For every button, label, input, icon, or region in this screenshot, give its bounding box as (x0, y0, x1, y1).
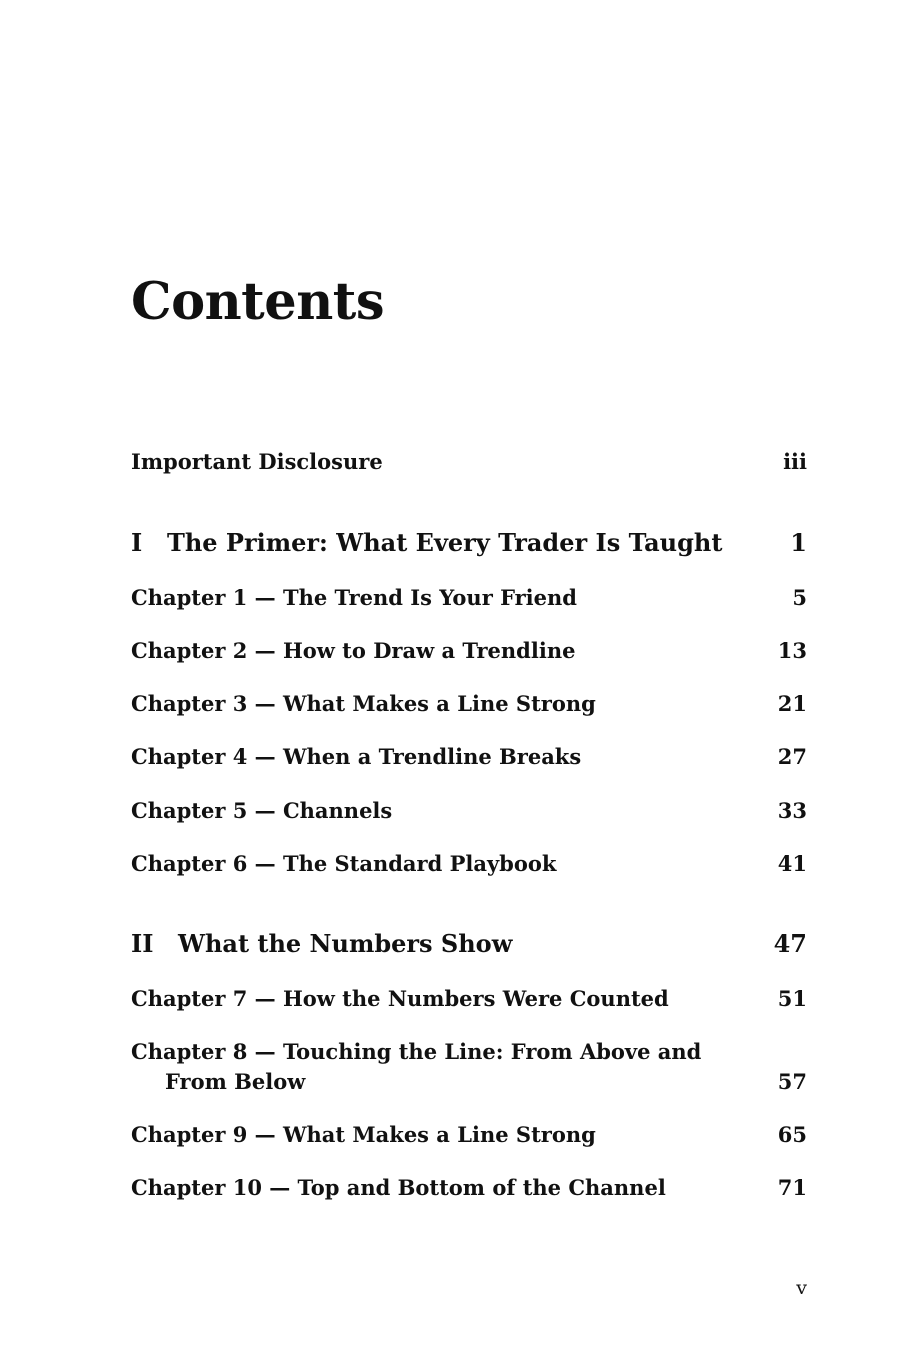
toc-entry-chapter-4[interactable] (131, 742, 807, 772)
toc-entry-page: 65 (777, 1122, 807, 1147)
toc-entry-page: 21 (777, 691, 807, 716)
toc-entry-title: Chapter 6 — The Standard Playbook (131, 851, 557, 876)
toc-entry-title: Important Disclosure (131, 449, 383, 474)
toc-entry-title: Chapter 1 — The Trend Is Your Friend (131, 585, 577, 610)
toc-entry-chapter-6[interactable] (131, 849, 807, 879)
toc-entry-page: 51 (777, 986, 807, 1011)
toc-entry-page: 57 (777, 1069, 807, 1094)
toc-part-label: I (131, 528, 143, 557)
toc-entry-chapter-7[interactable] (131, 984, 807, 1014)
toc-part-1[interactable] (131, 527, 807, 559)
toc-entry-page: 27 (777, 744, 807, 769)
toc-entry-page: 33 (777, 798, 807, 823)
toc-part-title (131, 928, 512, 960)
toc-entry-page: 71 (777, 1175, 807, 1200)
toc-entry-title: Chapter 10 — Top and Bottom of the Channel (131, 1175, 666, 1200)
toc-part-name: The Primer: What Every Trader Is Taught (167, 528, 723, 557)
toc-entry-title: Chapter 3 — What Makes a Line Strong (131, 691, 596, 716)
page-title: Contents (131, 272, 385, 332)
toc-part-2[interactable] (131, 928, 807, 960)
toc-part-label: II (131, 929, 154, 958)
toc-entry-title: Chapter 5 — Channels (131, 798, 393, 823)
toc-entry-page: iii (783, 449, 807, 474)
toc-part-name: What the Numbers Show (178, 929, 513, 958)
toc-entry-page: 41 (777, 851, 807, 876)
toc-entry-title-line-1: Chapter 8 — Touching the Line: From Above and (131, 1039, 702, 1064)
page-number: v (796, 1277, 807, 1299)
toc-entry-chapter-8[interactable] (131, 1037, 807, 1097)
toc-entry-title-line-2: From Below (165, 1069, 306, 1094)
toc-part-page: 47 (773, 929, 807, 958)
toc-entry-page: 5 (792, 585, 807, 610)
toc-part-page: 1 (790, 528, 807, 557)
toc-entry-disclosure[interactable] (131, 447, 807, 477)
toc-entry-chapter-3[interactable] (131, 689, 807, 719)
toc-entry-title: Chapter 4 — When a Trendline Breaks (131, 744, 582, 769)
toc-entry-chapter-5[interactable] (131, 796, 807, 826)
toc-entry-chapter-9[interactable] (131, 1120, 807, 1150)
toc-entry-chapter-2[interactable] (131, 636, 807, 666)
toc-entry-chapter-10[interactable] (131, 1173, 807, 1203)
toc-entry-page: 13 (777, 638, 807, 663)
toc-entry-title: Chapter 2 — How to Draw a Trendline (131, 638, 576, 663)
toc-entry-title (131, 1037, 701, 1097)
toc-entry-title: Chapter 9 — What Makes a Line Strong (131, 1122, 596, 1147)
toc-entry-title: Chapter 7 — How the Numbers Were Counted (131, 986, 669, 1011)
toc-part-title (131, 527, 722, 559)
toc-entry-chapter-1[interactable] (131, 583, 807, 613)
